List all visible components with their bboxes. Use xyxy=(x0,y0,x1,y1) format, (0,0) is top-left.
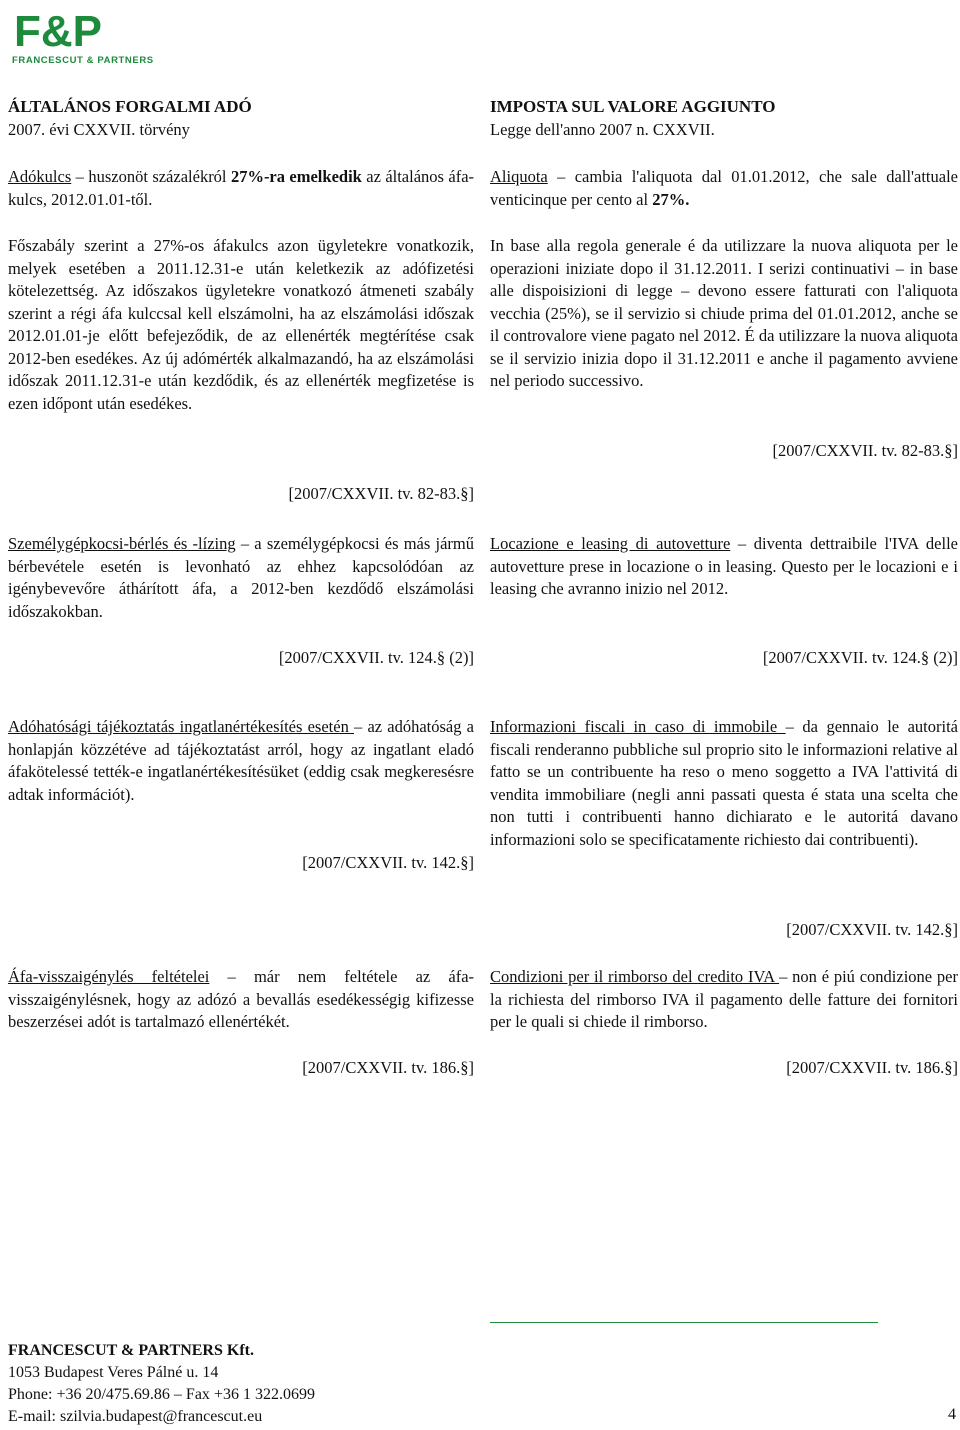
paragraph-vat-rate-it xyxy=(490,166,958,211)
reference-124-hu: [2007/CXXVII. tv. 124.§ (2)] xyxy=(278,648,474,667)
reference-142-hu: [2007/CXXVII. tv. 142.§] xyxy=(302,853,474,872)
page-number: 4 xyxy=(948,1406,956,1423)
heading-real-estate-hu: Adóhatósági tájékoztatás ingatlanértékesítés esetén xyxy=(8,717,355,736)
law-reference-hu: 2007. évi CXXVII. törvény xyxy=(8,119,190,139)
text-vat-refund-it: – non é piú condizione per la richiesta del rimborso IVA il pagamento delle fatture dei fornitori per le quali si chiede il rimborso. xyxy=(490,967,958,1031)
paragraph-car-leasing-hu xyxy=(8,533,474,623)
text-vat-rate-hu-a: – huszonöt százalékról xyxy=(71,167,231,186)
reference-82-83-hu: [2007/CXXVII. tv. 82-83.§] xyxy=(288,484,474,503)
text-real-estate-hu: – az adóhatóság a honlapján közzétéve ad tájékoztatást arról, hogy az ingatlant eladó áfakötelessé tették-e ingatlanértékesítésüket (eddig csak megkeresésre adtak információt). xyxy=(8,717,474,804)
title-hu: ÁLTALÁNOS FORGALMI ADÓ xyxy=(8,97,252,116)
heading-car-leasing-hu: Személygépkocsi-bérlés és -lízing xyxy=(8,534,236,553)
reference-82-83-it: [2007/CXXVII. tv. 82-83.§] xyxy=(772,441,958,460)
heading-vat-rate-it: Aliquota xyxy=(490,167,548,186)
svg-text:F&P: F&P xyxy=(14,7,102,56)
paragraph-main-rule-it: In base alla regola generale é da utilizzare la nuova aliquota per le operazioni iniziate dopo il 31.12.2011. I serizi continuativi – in base alle dispoisizioni di legge – devono essere fatturati con l'aliquota vecchia (25%), se il servizio si chiude prima del 01.01.2012, anche se il controvalore viene pagato nel 2012. É da utilizzare la nuova aliquota se il servizio inizia dopo il 31.12.2011 e anche il pagamento avviene nel periodo successivo. xyxy=(490,236,958,390)
reference-186-it: [2007/CXXVII. tv. 186.§] xyxy=(786,1058,958,1077)
paragraph-vat-refund-it xyxy=(490,966,958,1034)
section-title-hu xyxy=(8,96,474,141)
heading-vat-refund-hu: Áfa-visszaigénylés feltételei xyxy=(8,967,210,986)
footer-phone: Phone: +36 20/475.69.86 – Fax +36 1 322.0699 xyxy=(8,1386,315,1403)
paragraph-car-leasing-it xyxy=(490,533,958,601)
paragraph-vat-rate-hu xyxy=(8,166,474,211)
bold-27-percent-hu: 27%-ra emelkedik xyxy=(230,167,362,186)
text-vat-rate-it: – cambia l'aliquota dal 01.01.2012, che sale dall'attuale venticinque per cento al xyxy=(490,167,958,209)
reference-142-it: [2007/CXXVII. tv. 142.§] xyxy=(786,920,958,939)
heading-vat-rate-hu: Adókulcs xyxy=(8,167,72,186)
svg-text:FRANCESCUT & PARTNERS: FRANCESCUT & PARTNERS xyxy=(12,55,154,66)
heading-real-estate-it: Informazioni fiscali in caso di immobile xyxy=(490,717,786,736)
footer-email[interactable]: E-mail: szilvia.budapest@francescut.eu xyxy=(8,1408,263,1425)
section-title-it xyxy=(490,96,958,141)
bold-27-percent-it: 27%. xyxy=(652,189,690,209)
law-reference-it: Legge dell'anno 2007 n. CXXVII. xyxy=(490,119,715,139)
footer-address: 1053 Budapest Veres Pálné u. 14 xyxy=(8,1364,219,1381)
footer-firm-name: FRANCESCUT & PARTNERS Kft. xyxy=(8,1342,254,1359)
paragraph-main-rule-hu: Főszabály szerint a 27%-os áfakulcs azon ügyletekre vonatkozik, melyek esetében a 2011.12.31-e után keletkezik az adófizetési kötelezettség. Az időszakos ügyletekre vonatkozó átmeneti szabály szerint a régi áfa kulccsal kell elszámolni, ha az elszámolási időszak 2012.01.01-je előtt befejeződik, de az ellenérték megtérítése csak 2012-ben esedékes. Az új adómérték alkalmazandó, ha az elszámolási időszak 2011.12.31-e után kezdődik, és az ellenérték megfizetése is ezen időpont után esedékes. xyxy=(8,236,474,413)
fp-logo-mark xyxy=(10,4,170,66)
footer xyxy=(8,1340,958,1428)
footer-divider xyxy=(490,1322,878,1323)
heading-car-leasing-it: Locazione e leasing di autovetture xyxy=(490,534,731,553)
paragraph-real-estate-it xyxy=(490,716,958,851)
heading-vat-refund-it: Condizioni per il rimborso del credito IVA xyxy=(490,967,780,986)
reference-186-hu: [2007/CXXVII. tv. 186.§] xyxy=(302,1058,474,1077)
paragraph-vat-refund-hu xyxy=(8,966,474,1034)
company-logo xyxy=(10,4,170,66)
text-vat-rate-hu-b: az általános áfa-kulcs, 2012.01.01-től. xyxy=(8,167,475,209)
text-real-estate-it: – da gennaio le autoritá fiscali renderanno pubbliche sul proprio sito le informazioni relative al fatto se un contribuente ha reso o meno soggetto a IVA l'attivitá di vendita immobiliare (negli anni passati questa é stata una scelta che non tutti i contribuenti hanno dichiarato e le autoritá davano informazioni solo se specificatamente richiesto dai contribuenti). xyxy=(490,717,958,849)
reference-124-it: [2007/CXXVII. tv. 124.§ (2)] xyxy=(762,648,958,667)
title-it: IMPOSTA SUL VALORE AGGIUNTO xyxy=(490,97,776,116)
text-car-leasing-hu: – a személygépkocsi és más jármű bérbevétele esetén is levonható az ehhez kapcsolódóan az igénybevevőre áthárított áfa, a 2012-ben kezdődő elszámolási időszakokban. xyxy=(8,534,474,621)
text-car-leasing-it: – diventa dettraibile l'IVA delle autovetture prese in locazione o in leasing. Questo per le locazioni e i leasing che avranno inizio nel 2012. xyxy=(490,534,958,598)
text-vat-refund-hu: – már nem feltétele az áfa-visszaigénylésnek, hogy az adózó a bevallás esedékességig kifizesse beszerzései adót is tartalmazó ellenértékét. xyxy=(8,967,475,1031)
paragraph-real-estate-hu xyxy=(8,716,474,806)
